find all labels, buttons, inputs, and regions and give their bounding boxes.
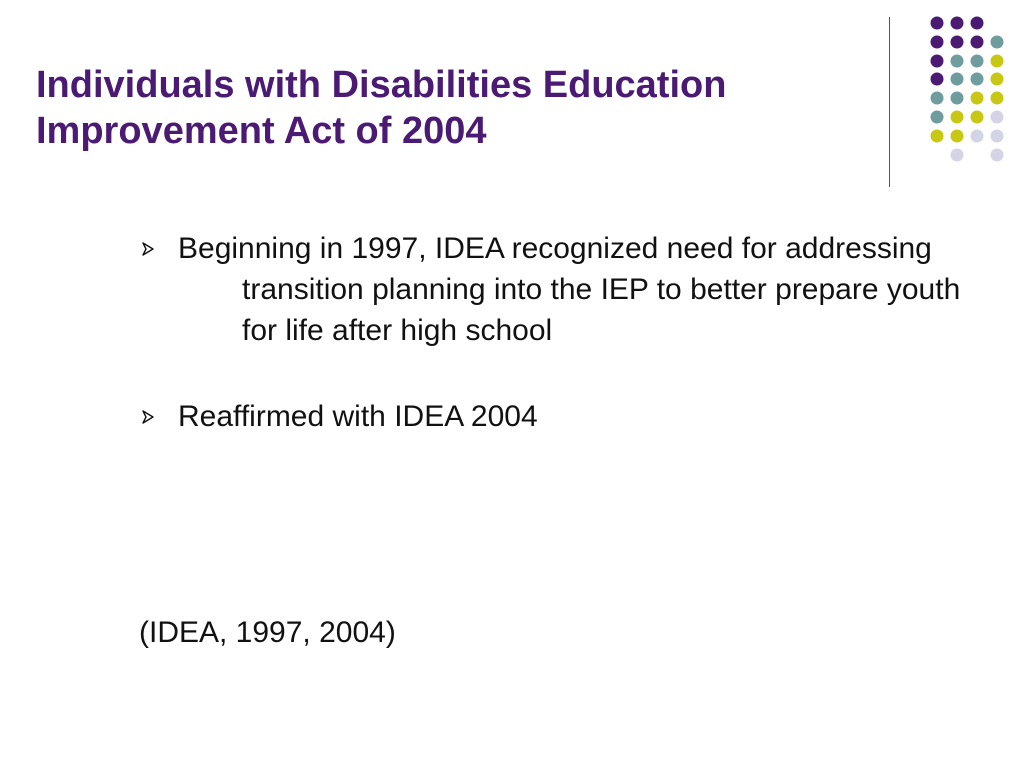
- decorative-dot: [991, 149, 1004, 162]
- decorative-dot: [951, 111, 964, 124]
- slide-title: [36, 62, 886, 154]
- bullet-item: [140, 396, 970, 437]
- decorative-dot: [951, 149, 964, 162]
- decorative-dot: [931, 55, 944, 68]
- decorative-dot: [951, 36, 964, 49]
- decorative-dot: [991, 73, 1004, 86]
- decorative-dot: [931, 73, 944, 86]
- vertical-divider: [889, 17, 890, 187]
- citation: (IDEA, 1997, 2004): [139, 616, 396, 649]
- decorative-dot: [931, 17, 944, 30]
- decorative-dot: [931, 130, 944, 143]
- decorative-dot: [951, 92, 964, 105]
- bullet-list: [140, 228, 970, 437]
- bullet-text: Beginning in 1997, IDEA recognized need for addressing transition planning into the IEP to better prepare youth for life after high school: [178, 232, 961, 347]
- bullet-text: Reaffirmed with IDEA 2004: [178, 400, 538, 433]
- decorative-dot: [971, 17, 984, 30]
- arrow-bullet-icon: [140, 241, 156, 257]
- bullet-item: [140, 228, 970, 351]
- decorative-dot: [971, 92, 984, 105]
- decorative-dot: [971, 36, 984, 49]
- decorative-dot: [991, 130, 1004, 143]
- decorative-dot: [991, 55, 1004, 68]
- slide-title-line-2: Improvement Act of 2004: [36, 110, 487, 152]
- slide-title-line-1: Individuals with Disabilities Education: [36, 64, 727, 106]
- decorative-dot: [991, 111, 1004, 124]
- decorative-dot: [931, 111, 944, 124]
- arrow-bullet-icon: [140, 409, 156, 425]
- decorative-dot: [971, 130, 984, 143]
- decorative-dot: [971, 111, 984, 124]
- decorative-dot: [991, 36, 1004, 49]
- decorative-dot: [971, 55, 984, 68]
- decorative-dot: [951, 130, 964, 143]
- decorative-dot: [951, 55, 964, 68]
- decorative-dot: [971, 73, 984, 86]
- decorative-dot: [951, 73, 964, 86]
- decorative-dot: [931, 92, 944, 105]
- decorative-dot: [991, 92, 1004, 105]
- decorative-dot: [931, 36, 944, 49]
- decorative-dot: [951, 17, 964, 30]
